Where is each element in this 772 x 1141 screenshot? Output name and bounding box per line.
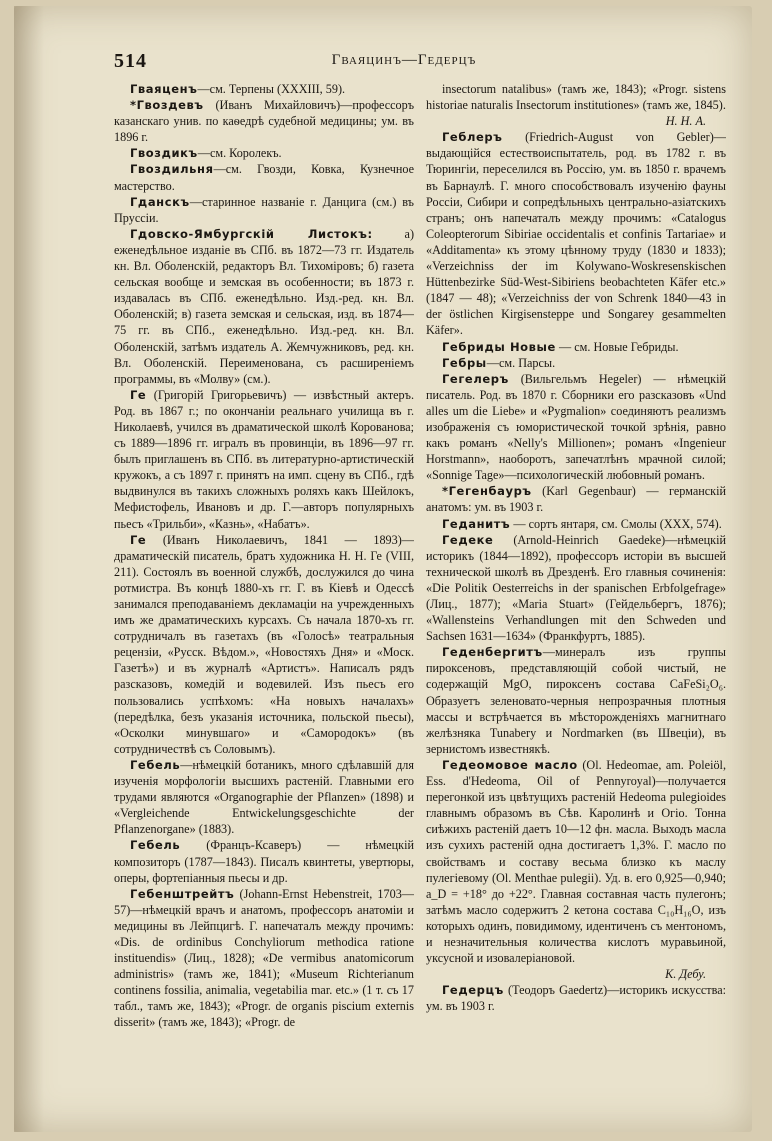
entry-headword: *Гвоздевъ [130,98,204,113]
dictionary-entry [114,387,414,532]
dictionary-entry [114,886,414,1031]
dictionary-entry [426,371,726,484]
dictionary-entry [426,532,726,645]
entry-text: insectorum natalibus» (тамъ же, 1843); «Progr. sistens historiae naturalis Insectorum institutiones» (тамъ же, 1845). [426,82,726,113]
entry-text: (Теодоръ Gaedertz)—историкъ искусства: ум. въ 1903 г. [426,983,726,1014]
page-number: 514 [114,50,147,72]
book-page [14,6,752,1132]
dictionary-entry [426,483,726,515]
dictionary-entry [114,837,414,885]
entry-headword: Геблеръ [442,130,503,145]
entry-headword: Гедерцъ [442,983,504,998]
entry-text: — сортъ янтаря, см. Смолы (XXX, 574). [510,516,722,531]
left-column [114,81,414,1111]
entry-text: (Иванъ Николаевичъ, 1841 — 1893)— драматическій писатель, братъ художника Н. Н. Ге (VIII, 211). Состоялъ въ военной службѣ, дослужился до чина ротмистра. Въ концѣ 1880-хъ гг. Г. въ Кіевѣ и Одессѣ занимался преподаваніемъ декламаціи на учрежденныхъ имъ же драматическихъ курсахъ. Съ начала 1870-хъ гг. сотрудничалъ въ газетахъ (въ «Голосѣ» театральныя рецензіи, «Русск. Вѣдом.», «Новостяхъ Дня» и «Моск. Газетѣ») и въ журналѣ «Артистъ». Написалъ рядъ разсказовъ, комедій и водевилей. Изъ пьесъ его пользовались успѣхомъ: «На новыхъ началахъ» (передѣлка, безъ указанія источника, польской пьесы), «Осколки минувшаго» и «Самородокъ» (въ сотрудничествѣ съ Соловымъ). [114,532,414,756]
entry-headword: Гедеомовое масло [442,757,578,772]
dictionary-entry [114,145,414,161]
dictionary-entry [114,97,414,145]
dictionary-entry [114,81,414,97]
entry-text: —нѣмецкій ботаникъ, много сдѣлавшій для изученія морфологіи высшихъ растеній. Главными его трудами являются «Organographie der Pflanzen» (1898) и «Vergleichende Entwickelungsgeschichte der Pflanzenorgane» (1883). [114,757,414,837]
entry-text: (Ol. Hedeomae, am. Poleiöl, Ess. d'Hedeoma, Oil of Pennyroyal)—получается перегонкой изъ цвѣтущихъ растеній Hedeoma pulegioides главнымъ образомъ въ Сѣв. Каролинѣ и Огіо. Тонна сиѣжихъ растеній даетъ 10—12 фн. масла. Выходъ масла изъ сухихъ растеній одна достигаетъ 1,3%. Г. масло по свойствамъ и составу весьма близко къ маслу пулегіевому (Ol. Menthae pulegii). Уд. в. его 0,925—0,940; a_D = +18° до +22°. Главная составная часть пулегонъ; затѣмъ масло содержитъ 2 кетона состава C₁₀H₁₆O, изъ которыхъ одинъ, повидимому, идентиченъ съ ментономъ, и незначительныя количества кислотъ муравьиной, уксусной и изовалеріановой. [426,757,726,966]
entry-text: (Friedrich-August von Gebler)—выдающійся естествоиспытатель, род. въ 1782 г. въ Тюрингіи, переселился въ Россію, ум. въ 1850 г. врачемъ въ Барнаулѣ. Г. много способствовалъ изученію фауны Россіи, Сибири и сопредѣльныхъ центрально-азіатскихъ странъ; онъ напечаталъ между прочимъ: «Catalogus Coleopterorum Sibiriae occidentalis et confinis Tartariae» и «Additamenta» къ этому цѣнному труду (1830 и 1833); «Verzeichniss der im Kolywano-Woskresenskischen Hüttenbezirke Süd-West-Sibiriens beobachteten Käfer etc.» (1847 — 48); «Verzeichniss der von Schrenk 1840—43 in der östlichen Kirgisensteppe und Songarey gesammelten Käfer». [426,130,726,338]
dictionary-entry [114,757,414,837]
dictionary-entry [426,81,726,129]
entry-headword: Гегелеръ [442,371,509,386]
entry-headword: Гданскъ [130,194,190,209]
entry-headword: Геденбергитъ [442,645,543,660]
page-header [114,50,694,76]
entry-headword: Гвоздильня [130,162,214,177]
dictionary-entry [426,339,726,355]
entry-headword: Гебель [130,838,181,853]
dictionary-entry [426,516,726,532]
running-head: Гваяцинъ—Гедерцъ [331,52,477,68]
entry-text: (Иванъ Михайловичъ)—профессоръ казанскаго унив. по каѳедрѣ судебной медицины; ум. въ 1896 г. [114,98,414,145]
entry-text: — см. Новые Гебриды. [555,339,679,354]
entry-headword: *Гегенбауръ [442,484,532,499]
entry-text: —см. Терпены (XXXIII, 59). [197,82,346,96]
entry-headword: Гедеке [442,532,494,547]
entry-text: (Григорій Григорьевичъ) — извѣстный актеръ. Род. въ 1867 г.; по окончаніи реальнаго училища въ г. Николаевѣ, учился въ драматической школѣ Корованова; съ 1889—1896 гг. игралъ въ провинціи, въ 1896—97 гг. былъ приглашенъ въ СПб. въ литературно-артистическій кружокъ, а съ 1897 г. принятъ на имп. сцену въ СПб., гдѣ выдвинулся въ такихъ сложныхъ роляхъ какъ Шейлокъ, Мефистофель, Ивановъ и др. Г.—авторъ популярныхъ пьесъ «Трильби», «Казнь», «Набатъ». [114,387,414,531]
entry-headword: Гвоздикъ [130,146,198,161]
entry-text: (Karl Gegenbaur) — германскій анатомъ: ум. въ 1903 г. [426,484,726,515]
entry-headword: Гваяценъ [130,82,198,96]
dictionary-entry [114,532,414,757]
entry-headword: Гебры [442,355,487,370]
entry-headword: Ге [130,532,147,547]
entry-text: а) еженедѣльное изданіе въ СПб. въ 1872—73 гг. Издатель кн. Вл. Оболенскій, редакторъ Вл. Тихоміровъ; б) газета сельская вообще и земская въ особенности; въ 1873 г. издавалась въ СПб. еженедѣльно. Изд.-ред. кн. Вл. Оболенскій; в) газета земская и сельская, изд. въ 1874—75 гг. въ СПб., еженедѣльно. Изд.-ред. кн. Вл. Оболенскій, затѣмъ издатель А. Жемчужниковъ, ред. кн. Вл. Оболенскій. Переименована, съ расширеніемъ программы, въ «Молву» (см.). [114,226,414,386]
entry-text: —см. Королекъ. [197,146,282,161]
dictionary-entry [426,644,726,757]
entry-text: —старинное названіе г. Данцига (см.) въ Пруссіи. [114,194,414,225]
entry-headword: Гдовско-Ямбургскій Листокъ: [130,226,373,241]
entry-text: —см. Гвозди, Ковка, Кузнечное мастерство. [114,162,414,193]
dictionary-entry [114,161,414,193]
entry-headword: Гебенштрейтъ [130,886,235,901]
entry-headword: Гебель [130,757,181,772]
entry-signature: К. Дебу. [665,967,706,982]
entry-headword: Геданитъ [442,516,511,531]
dictionary-entry [426,757,726,982]
dictionary-entry [114,194,414,226]
entry-text: (Францъ-Ксаверъ) — нѣмецкій композиторъ (1787—1843). Писалъ квинтеты, увертюры, оперы, фортепіанныя пьесы и др. [114,838,414,885]
dictionary-entry [426,355,726,371]
entry-text: (Johann-Ernst Hebenstreit, 1703—57)—нѣмецкій врачъ и анатомъ, профессоръ анатоміи и медицины въ Лейпцигѣ. Г. напечаталъ между прочимъ: «Dis. de ordinibus Conchyliorum methodica ratione instituendis» (Лиц., 1828); «De vermibus anatomicorum administris» (тамъ же, 1841); «Museum Richterianum continens fossilia, animalia, vegetabilia mar. etc.» (1 т. съ 17 табл., тамъ же, 1843); «Progr. de organis piscium externis disserit» (тамъ же, 1843); «Progr. de [114,886,414,1030]
right-column [426,81,726,1111]
dictionary-entry [426,129,726,338]
entry-text: (Arnold-Heinrich Gaedeke)—нѣмецкій историкъ (1844—1892), профессоръ исторіи въ высшей технической школѣ въ Дрезденѣ. Его главныя сочиненія: «Die Politik Oesterreichs in der spanischen Erbfolgefrage» (Лиц., 1877); «Maria Stuart» (Гейдельбергъ, 1876); «Wallensteins Verhandlungen mit den Schweden und Sachsen 1631—1634» (Франкфуртъ, 1885). [426,532,726,644]
dictionary-entry [426,982,726,1014]
entry-headword: Гебриды Новые [442,339,556,354]
entry-text: (Вильгельмъ Hegeler) — нѣмецкій писатель. Род. въ 1870 г. Сборники его разсказовъ «Und alles um die Liebe» и «Pygmalion» соединяютъ реализмъ изображенія съ юмористической точкой зрѣнія, равно какъ романъ «Nelly's Millionen»; романъ «Ingenieur Horstmann», наоборотъ, запечатлѣнъ мрачной силой; «Sonnige Tage»—психологическій любовный романъ. [426,371,726,483]
entry-signature: Н. Н. А. [665,114,706,129]
entry-headword: Ге [130,387,147,402]
entry-text: —минералъ изъ группы пироксеновъ, представляющій собой чистый, не содержащій MgO, пироксенъ состава CaFeSi₂O₆. Образуетъ зеленовато-черныя непрозрачныя плотныя массы и встрѣчается въ мѣсторожденіяхъ магнитнаго желѣзняка Tunabery и Nordmarken (въ Швеціи), въ зернистомъ известнякѣ. [426,645,726,756]
dictionary-entry [114,226,414,387]
entry-text: —см. Парсы. [486,355,556,370]
page-shadow [14,6,44,1132]
